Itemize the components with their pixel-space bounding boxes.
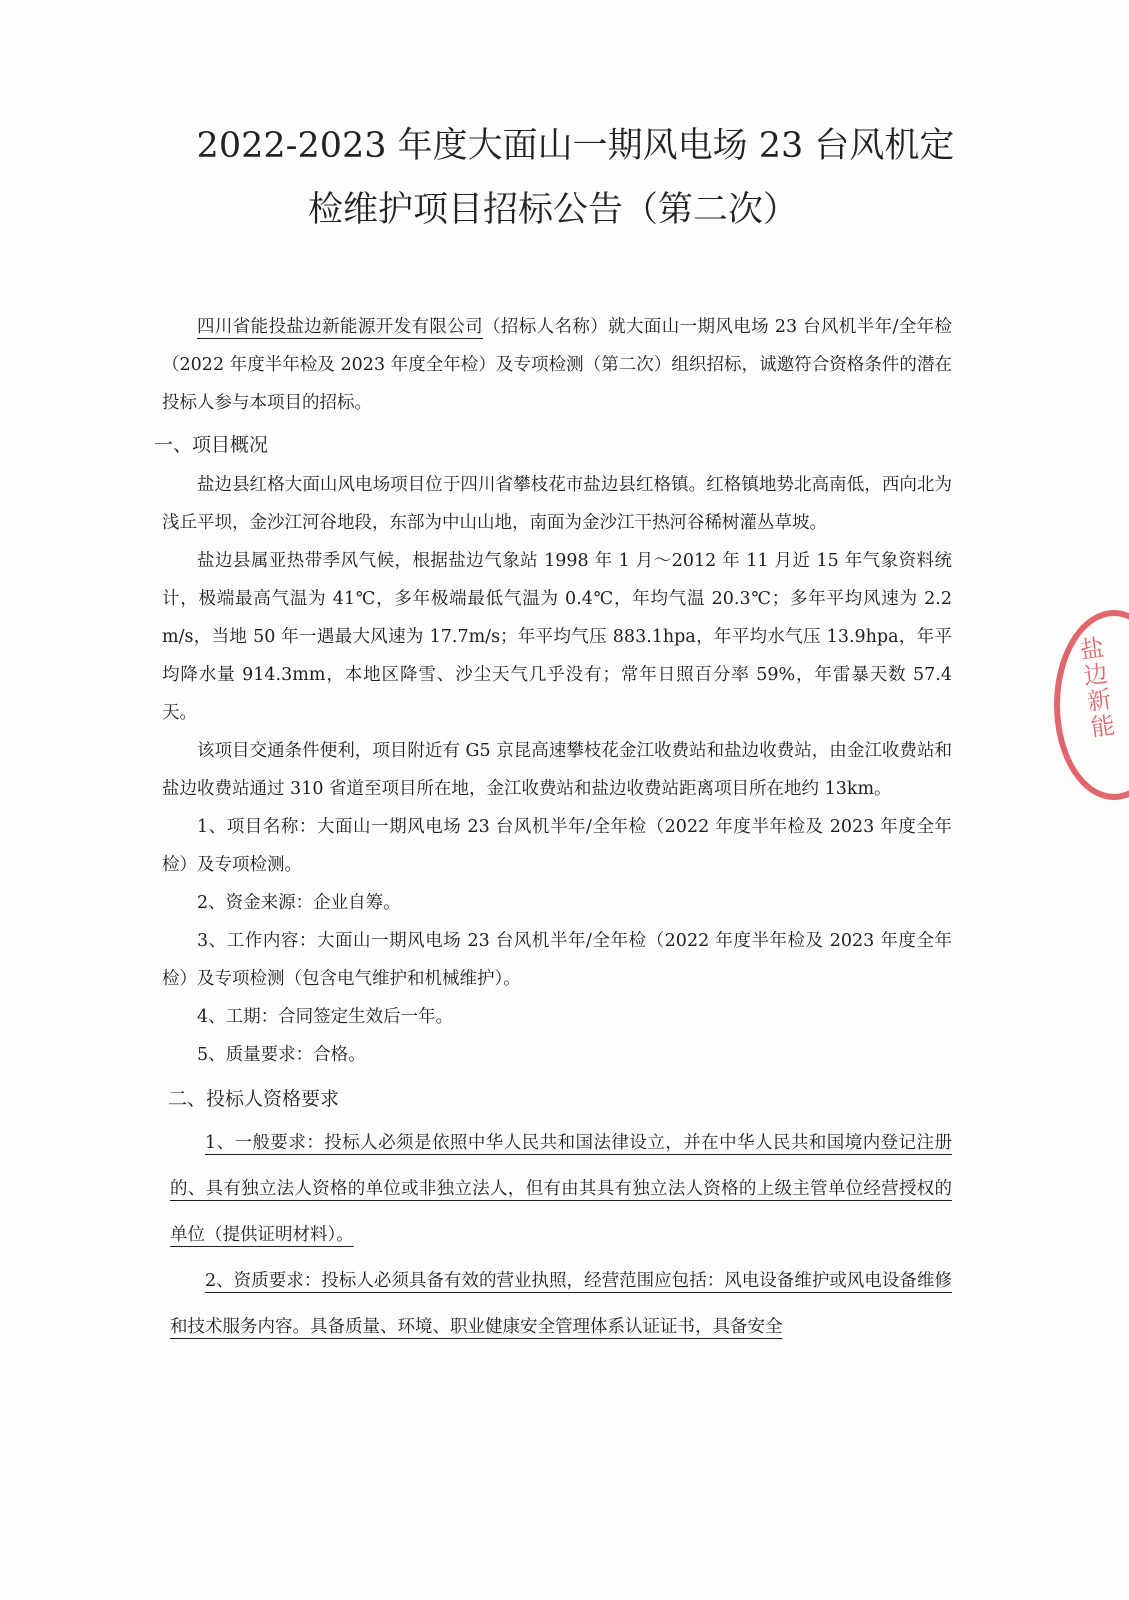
requirement-qualification: 2、资质要求：投标人必须具备有效的营业执照，经营范围应包括：风电设备维护或风电设备维修和技术服务内容。具备质量、环境、职业健康安全管理体系认证证书，具备安全 xyxy=(170,1271,952,1337)
project-item-funding: 2、资金来源：企业自筹。 xyxy=(197,893,401,913)
section-1-heading: 一、项目概况 xyxy=(154,434,269,456)
traffic-paragraph: 该项目交通条件便利，项目附近有 G5 京昆高速攀枝花金江收费站和盐边收费站，由金江收费站和盐边收费站通过 310 省道至项目所在地，金江收费站和盐边收费站距离项目所在地约 13km。 xyxy=(162,741,952,799)
project-item-duration: 4、工期：合同签定生效后一年。 xyxy=(197,1007,454,1027)
project-item-scope: 3、工作内容：大面山一期风电场 23 台风机半年/全年检（2022 年度半年检及 2023 年度全年检）及专项检测（包含电气维护和机械维护）。 xyxy=(162,931,952,989)
requirement-general: 1、一般要求：投标人必须是依照中华人民共和国法律设立，并在中华人民共和国境内登记注册的、具有独立法人资格的单位或非独立法人，但有由其具有独立法人资格的上级主管单位经营授权的单位（提供证明材料）。 xyxy=(170,1133,952,1245)
intro-text: （招标人名称）就大面山一期风电场 23 台风机半年/全年检（2022 年度半年检及 2023 年度全年检）及专项检测（第二次）组织招标，诚邀符合资格条件的潜在投标人参与本项目的招标。 xyxy=(162,317,952,413)
seal-text: 盐边新能 xyxy=(1073,634,1117,742)
climate-paragraph: 盐边县属亚热带季风气候，根据盐边气象站 1998 年 1 月～2012 年 11 月近 15 年气象资料统计，极端最高气温为 41℃，多年极端最低气温为 0.4℃，年均气温 20.3℃；多年平均风速为 2.2 m/s，当地 50 年一遇最大风速为 17.7m/s；年平均气压 883.1hpa，年平均水气压 13.9hpa，年平均降水量 914.3mm，本地区降雪、沙尘天气几乎没有；常年日照百分率 59%，年雷暴天数 57.4 天。 xyxy=(162,551,970,723)
document-title-line-2: 检维护项目招标公告（第二次） xyxy=(308,190,799,230)
tenderer-name: 四川省能投盐边新能源开发有限公司 xyxy=(197,317,483,337)
section-2-heading: 二、投标人资格要求 xyxy=(168,1088,340,1110)
project-item-quality: 5、质量要求：合格。 xyxy=(197,1045,366,1065)
document-title-line-1: 2022-2023 年度大面山一期风电场 23 台风机定 xyxy=(196,126,955,166)
company-seal-stamp xyxy=(1054,610,1129,800)
document-body xyxy=(154,308,970,1350)
location-paragraph: 盐边县红格大面山风电场项目位于四川省攀枝花市盐边县红格镇。红格镇地势北高南低，西向北为浅丘平坝，金沙江河谷地段，东部为中山山地，南面为金沙江干热河谷稀树灌丛草坡。 xyxy=(162,475,952,533)
project-item-name: 1、项目名称：大面山一期风电场 23 台风机半年/全年检（2022 年度半年检及 2023 年度全年检）及专项检测。 xyxy=(162,817,952,875)
intro-paragraph xyxy=(162,308,952,422)
